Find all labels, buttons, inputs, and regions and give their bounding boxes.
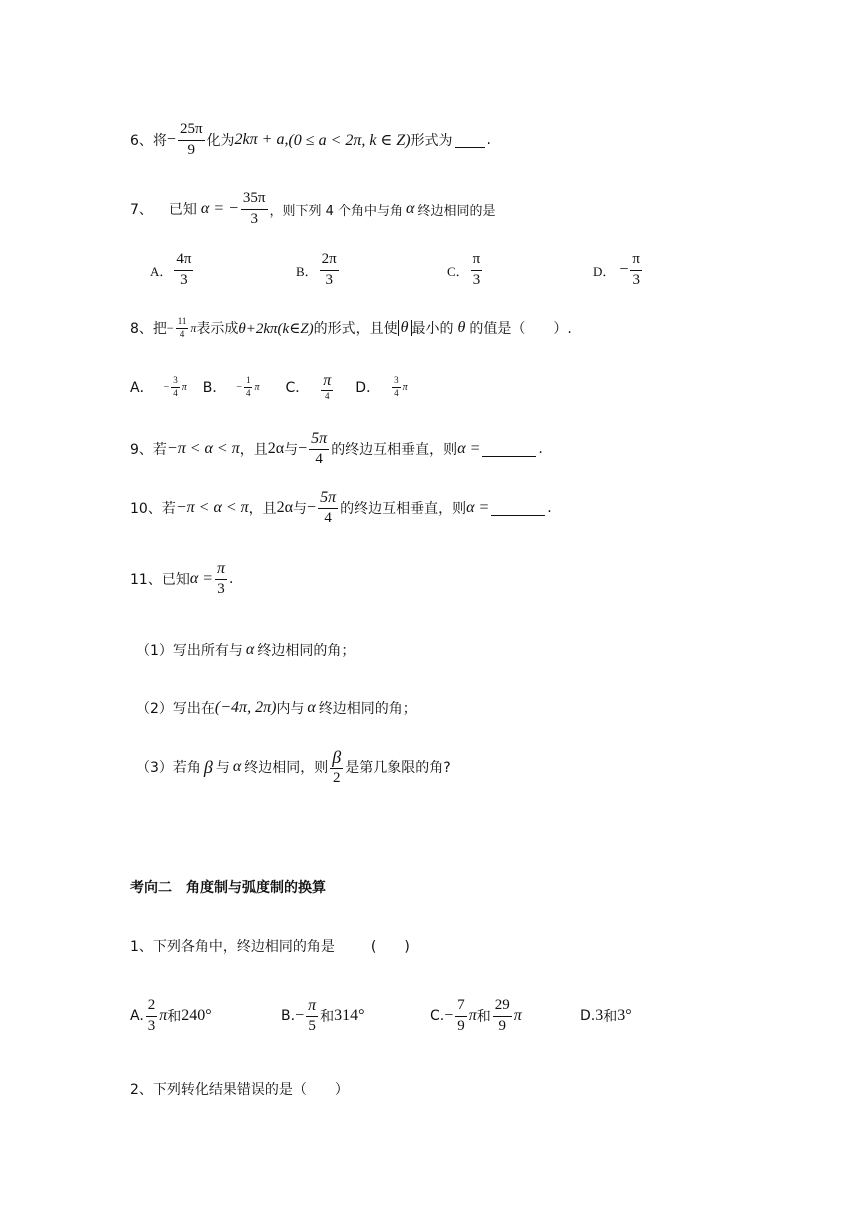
s2q1-opt-c-fraction — [455, 997, 467, 1035]
q8-opt-d-den: 4 — [394, 387, 399, 398]
q8-expr: θ+2kπ(k∈Z) — [238, 320, 314, 337]
q8-option-b-sign: − — [236, 381, 242, 393]
q8-option-a-label: A． — [130, 380, 154, 396]
q11-frac-num: π — [215, 560, 227, 580]
q9-answer-blank — [482, 442, 536, 457]
question-7 — [130, 188, 495, 230]
q6-fraction — [178, 121, 205, 159]
s2q1-opt-c-and: 和 — [476, 1009, 491, 1025]
q9-cond: −π < α < π — [166, 440, 240, 457]
s2q1-opt-c-other-den: 9 — [498, 1017, 507, 1034]
question-9 — [130, 428, 543, 470]
q11-sub3-frac-den: 2 — [333, 770, 341, 787]
q11-sub-1 — [136, 638, 355, 662]
q8-option-b-fraction — [244, 376, 253, 399]
q8-opt-d-num: 3 — [392, 376, 401, 388]
q10-prefix: 10、若 — [130, 501, 176, 517]
s2q1-opt-b-fraction — [306, 997, 318, 1036]
q7-opt-a-num: 4π — [174, 251, 193, 270]
s2q1-opt-b-sign: − — [295, 1007, 305, 1024]
q8-option-d-fraction — [392, 376, 401, 399]
q11-sub1-label: （1）写出所有与 — [136, 643, 243, 659]
q8-option-d-pi: π — [402, 381, 408, 393]
q11-sub3-text3: 是第几象限的角? — [345, 760, 451, 776]
s2q1-opt-a-pi: π — [159, 1007, 168, 1024]
q8-opt-a-den: 4 — [173, 387, 178, 398]
s2q1-option-b — [281, 994, 365, 1038]
q9-end: . — [538, 441, 543, 457]
q7-alpha-eq: α = − — [200, 200, 239, 217]
q8-option-b-pi: π — [254, 381, 260, 393]
s2q1-opt-a-other: 240° — [181, 1007, 212, 1024]
q7-option-c — [447, 250, 484, 290]
question-8 — [130, 313, 572, 343]
q8-prefix: 8、把 — [130, 321, 167, 337]
q8-text2: 的形式，且使 — [313, 321, 398, 337]
s2q1-opt-a-label: A. — [130, 1008, 144, 1024]
q8-opt-c-den: 4 — [325, 391, 330, 402]
question-11 — [130, 558, 234, 600]
q11-prefix: 11、已知 — [130, 572, 190, 588]
q7-opt-d-den: 3 — [632, 271, 640, 288]
q7-prefix: 7、 — [130, 202, 153, 218]
q7-option-label: C． — [447, 263, 469, 279]
q10-end: . — [547, 500, 552, 516]
q7-opt-b-den: 3 — [325, 271, 333, 288]
s2q1-opt-a-and: 和 — [167, 1009, 182, 1025]
q10-frac-num: 5π — [318, 489, 338, 509]
q7-option-b — [296, 250, 341, 290]
s2-question-2: 2、下列转化结果错误的是（ ） — [130, 1082, 349, 1098]
q9-frac-den: 4 — [315, 451, 323, 468]
q11-frac-den: 3 — [217, 581, 225, 598]
q9-prefix: 9、若 — [130, 442, 167, 458]
q8-option-c-fraction — [321, 372, 333, 402]
q8-theta-abs: θ — [398, 320, 412, 336]
q6-suffix: 形式为 — [410, 133, 453, 149]
q11-sub3-text2: 终边相同，则 — [244, 760, 329, 776]
q7-opt-d-sign: − — [619, 261, 629, 278]
q8-option-c-label: C． — [285, 380, 310, 396]
q8-frac-num: 11 — [176, 317, 189, 329]
q6-minus: − — [166, 131, 176, 148]
section-2-title: 考向二 角度制与弧度制的换算 — [130, 880, 326, 896]
q10-two-alpha: 2α — [276, 499, 294, 516]
q8-opt-b-den: 4 — [245, 387, 251, 398]
q8-fraction — [176, 317, 189, 340]
q11-fraction — [215, 560, 227, 599]
q10-text2: 与 — [293, 501, 308, 517]
s2q1-paren: ( ) — [370, 939, 410, 955]
q7-fraction — [241, 190, 268, 228]
q6-frac-den: 9 — [187, 141, 195, 158]
q10-frac-den: 4 — [324, 510, 332, 527]
q7-option-fraction — [320, 251, 339, 289]
q7-option-d — [593, 250, 644, 290]
s2-question-1 — [130, 934, 410, 958]
q11-sub3-beta: β — [203, 756, 213, 777]
q6-answer-blank — [455, 133, 485, 148]
q10-alpha-eq: α = — [466, 499, 490, 516]
s2q1-option-a — [130, 994, 212, 1038]
q11-sub-3 — [136, 744, 451, 790]
q11-end: . — [229, 571, 234, 587]
q7-option-fraction — [174, 251, 193, 289]
s2q1-opt-c-pi: π — [468, 1007, 477, 1024]
q8-option-d-label: D． — [355, 380, 381, 396]
q8-options — [130, 372, 408, 402]
s2q1-opt-a-fraction — [146, 997, 158, 1035]
q8-opt-a-num: 3 — [171, 376, 180, 388]
s2q1-opt-b-and: 和 — [320, 1009, 335, 1025]
q7-opt-c-num: π — [471, 251, 483, 270]
q9-text2: 与 — [284, 442, 299, 458]
s2q1-opt-b-den: 5 — [308, 1018, 316, 1035]
q8-minus: − — [166, 320, 174, 335]
q7-alpha: α — [406, 200, 415, 217]
q9-fraction — [309, 430, 329, 469]
s2q1-opt-c-num: 7 — [455, 997, 467, 1016]
q7-opt-a-den: 3 — [180, 271, 188, 288]
s2q1-opt-a-den: 3 — [147, 1017, 156, 1034]
q10-fraction — [318, 489, 338, 528]
q8-text4: 的值是（ ）. — [469, 321, 572, 337]
q11-sub2-alpha: α — [307, 699, 316, 716]
s2q1-opt-b-num: π — [306, 997, 318, 1017]
q8-text3: 最小的 — [411, 321, 454, 337]
q10-cond: −π < α < π — [175, 499, 249, 516]
q6-cond: (0 ≤ a < 2π, k ∈ Z) — [288, 132, 411, 149]
s2q1-opt-d-other: 3° — [617, 1007, 632, 1024]
question-10 — [130, 487, 552, 529]
s2q1-opt-c-other-num: 29 — [493, 997, 512, 1016]
q8-option-a-pi: π — [181, 381, 187, 393]
q11-sub2-text1: 内与 — [276, 701, 305, 717]
q6-middle: 化为 — [206, 133, 235, 149]
s2q1-opt-c-other-fraction — [493, 997, 512, 1035]
q9-two-alpha: 2α — [267, 440, 285, 457]
q11-sub2-interval: (−4π, 2π) — [214, 699, 277, 716]
s2q1-opt-c-den: 9 — [457, 1017, 465, 1034]
s2q1-opt-a-num: 2 — [146, 997, 158, 1016]
q11-sub1-alpha: α — [245, 641, 255, 658]
s2q1-opt-b-label: B. — [281, 1008, 296, 1024]
q10-text3: 的终边互相垂直，则 — [340, 501, 467, 517]
s2q1-option-c — [430, 994, 522, 1038]
q7-option-a — [150, 250, 195, 290]
q9-alpha-eq: α = — [457, 440, 481, 457]
q7-opt-c-den: 3 — [472, 271, 481, 288]
q9-text1: ，且 — [239, 442, 268, 458]
s2q1-opt-c-other-pi: π — [513, 1007, 522, 1024]
q6-prefix: 6、将 — [130, 133, 167, 149]
q11-sub3-text1: 与 — [215, 760, 230, 776]
q11-sub3-label: （3）若角 — [136, 760, 201, 776]
q11-sub-2 — [136, 695, 417, 721]
q11-sub2-text2: 终边相同的角； — [318, 701, 417, 717]
q8-pi: π — [190, 320, 197, 335]
q7-option-label: D． — [593, 263, 616, 279]
s2q1-opt-d-and: 和 — [603, 1009, 618, 1025]
q8-opt-c-num: π — [321, 372, 333, 392]
q11-sub3-fraction — [330, 747, 343, 788]
q8-option-a-sign: − — [163, 381, 170, 393]
question-6 — [130, 120, 491, 160]
q9-minus: − — [298, 440, 308, 457]
s2q1-opt-d-value: 3 — [595, 1007, 604, 1024]
q11-sub3-frac-num: β — [330, 747, 343, 770]
q10-minus: − — [307, 499, 317, 516]
q7-opt-b-num: 2π — [320, 251, 339, 270]
s2q1-opt-c-label: C. — [430, 1008, 445, 1024]
q8-opt-b-num: 1 — [244, 376, 253, 388]
q8-frac-den: 4 — [179, 328, 185, 339]
q6-frac-num: 25π — [178, 121, 205, 140]
q11-sub2-label: （2）写出在 — [136, 701, 215, 717]
s2q1-opt-b-other: 314° — [334, 1007, 365, 1024]
s2q1-option-d — [580, 994, 632, 1038]
q10-answer-blank — [491, 501, 545, 516]
q7-option-label: A． — [150, 263, 173, 279]
q8-option-b-label: B． — [202, 380, 227, 396]
q8-option-a-fraction — [171, 376, 180, 399]
q11-alpha-eq: α = — [189, 570, 214, 587]
q11-sub1-text: 终边相同的角； — [257, 643, 356, 659]
q11-sub3-alpha: α — [232, 758, 242, 775]
q7-option-fraction — [471, 251, 483, 289]
q7-option-fraction — [630, 251, 642, 289]
q7-frac-den: 3 — [250, 210, 258, 227]
q6-end: . — [486, 132, 491, 148]
s2q1-text: 1、下列各角中，终边相同的角是 — [130, 939, 335, 955]
q7-opt-d-num: π — [630, 251, 642, 270]
q10-text1: ，且 — [248, 501, 277, 517]
q7-known: 已知 — [168, 202, 197, 218]
s2q1-opt-c-sign: − — [444, 1007, 454, 1024]
q8-text1: 表示成 — [196, 321, 239, 337]
q7-frac-num: 35π — [241, 190, 268, 209]
q8-theta: θ — [457, 319, 466, 336]
q9-frac-num: 5π — [309, 430, 329, 450]
q7-text: ，则下列 4 个角中与角 — [269, 203, 404, 219]
q7-option-label: B． — [296, 263, 318, 279]
s2q1-opt-d-label: D. — [580, 1008, 596, 1024]
q6-expr: 2kπ + a, — [234, 131, 289, 148]
q7-text2: 终边相同的是 — [417, 203, 496, 219]
q9-text3: 的终边互相垂直，则 — [331, 442, 458, 458]
